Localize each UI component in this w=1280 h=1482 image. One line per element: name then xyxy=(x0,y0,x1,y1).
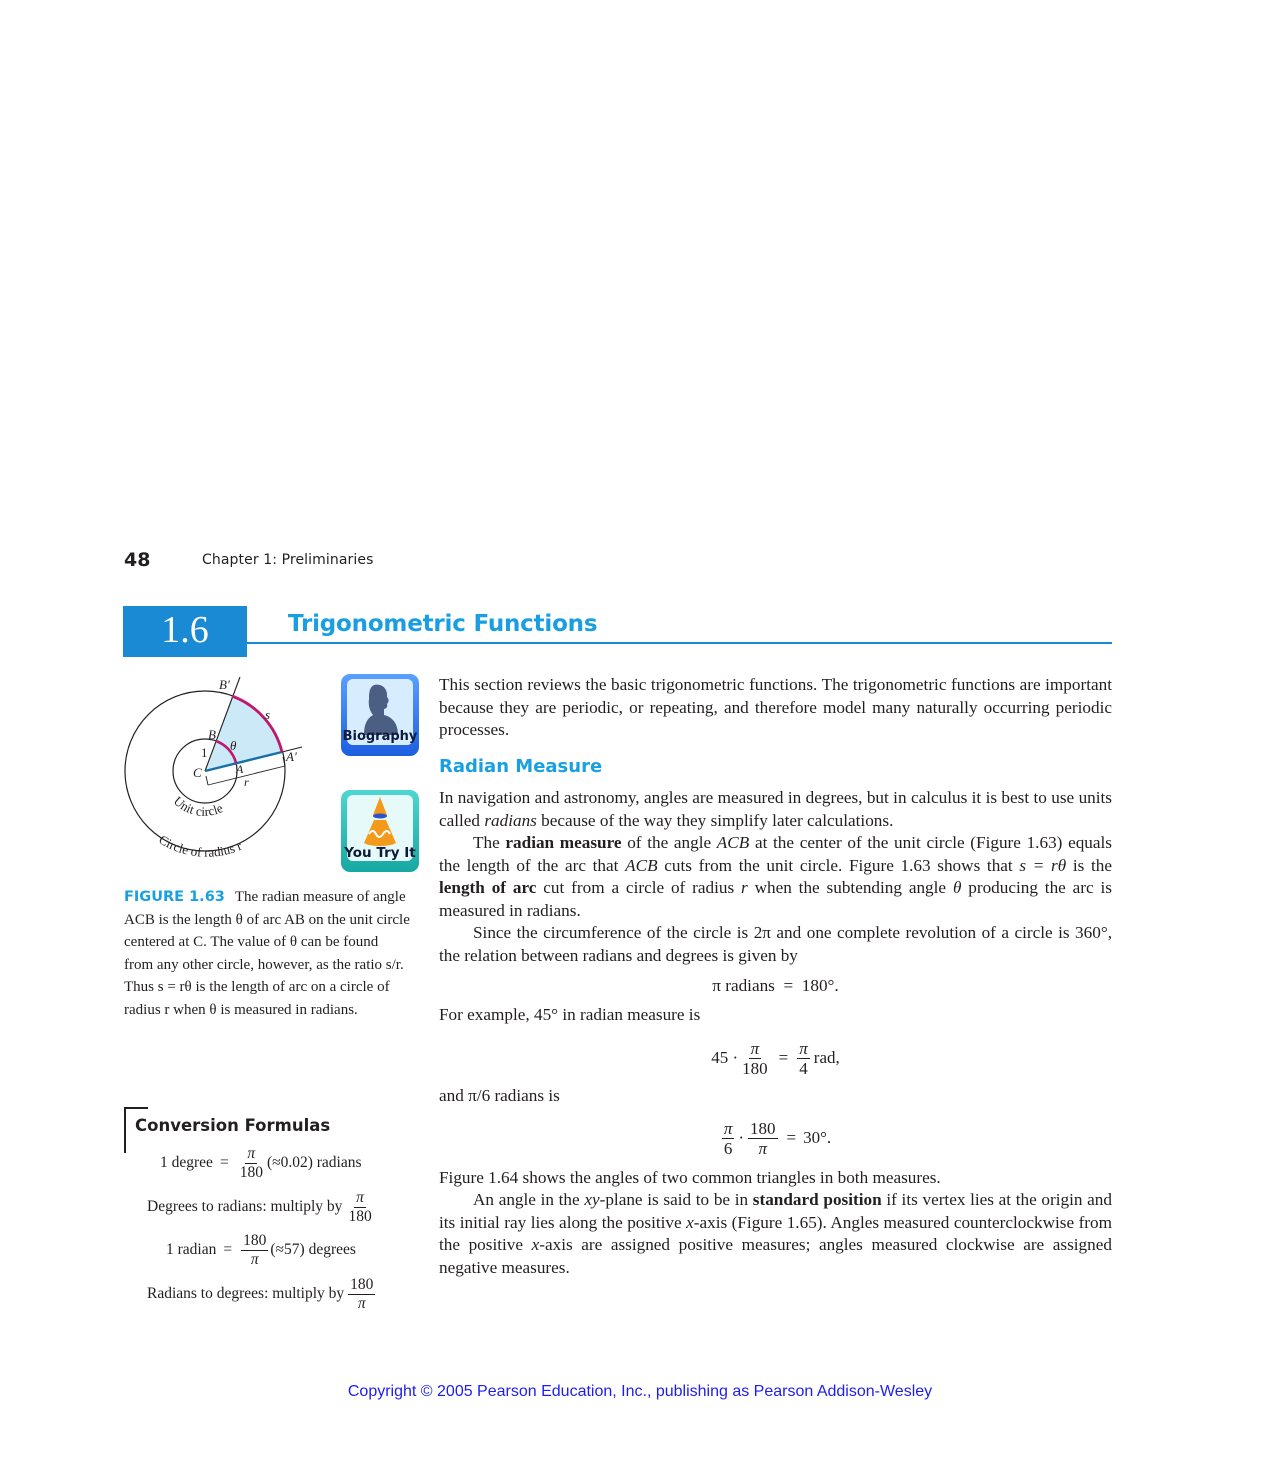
formula-text: Degrees to radians: multiply by xyxy=(147,1198,343,1215)
main-column xyxy=(439,674,1112,1279)
svg-text:C: C xyxy=(193,765,202,780)
conversion-bracket-top xyxy=(124,1107,148,1109)
svg-text:r: r xyxy=(244,775,249,789)
formula-lhs: 1 degree xyxy=(160,1154,213,1171)
conversion-bracket-left xyxy=(124,1107,126,1153)
fraction xyxy=(348,1277,375,1311)
copyright-notice: Copyright © 2005 Pearson Education, Inc., publishing as Pearson Addison-Wesley xyxy=(347,1383,933,1400)
paragraph-example-45: For example, 45° in radian measure is xyxy=(439,1004,701,1024)
you-try-it-label: You Try It xyxy=(344,845,416,861)
conversion-row-3 xyxy=(166,1233,356,1267)
fraction xyxy=(241,1233,268,1267)
figure-caption xyxy=(124,886,410,1021)
running-head: Chapter 1: Preliminaries xyxy=(202,552,374,568)
section-number: 1.6 xyxy=(161,609,209,651)
section-rule xyxy=(247,642,1112,644)
svg-text:s: s xyxy=(265,707,271,722)
equation-pi-radians: π radians = 180°. xyxy=(712,976,839,995)
fraction-denominator: 180 xyxy=(239,1163,263,1181)
paragraph-radians: In navigation and astronomy, angles are measured in degrees, but in calculus it is best to use units called radians because of the way they simplify later calculations. xyxy=(439,788,1112,830)
svg-text:θ: θ xyxy=(230,738,237,753)
conversion-row-2 xyxy=(147,1190,376,1224)
fraction xyxy=(238,1146,265,1180)
biography-label: Biography xyxy=(342,729,418,744)
intro-paragraph: This section reviews the basic trigonometric functions. The trigonometric functions are important because they are periodic, or repeating, and therefore model many naturally occurring periodic processes. xyxy=(439,675,1112,739)
conversion-title: Conversion Formulas xyxy=(135,1116,331,1135)
fraction-numerator: π xyxy=(247,1145,256,1162)
fraction-denominator: 180 xyxy=(348,1207,372,1225)
svg-text:1: 1 xyxy=(201,745,208,760)
fraction-numerator: 180 xyxy=(350,1276,374,1293)
paragraph-standard-position: An angle in the xy-plane is said to be in standard position if its vertex lies at the origin and its initial ray lies along the positive x-axis (Figure 1.65). Angles measured counterclockwise from the positive x-axis are assigned positive measures; angles measured clockwise are assigned negative measures. xyxy=(439,1190,1112,1277)
equation-45-degrees: 45 · $\frac{\pi}{180}$ = $\frac{\pi}{4}$ rad, xyxy=(711,1039,840,1078)
fraction-denominator: π xyxy=(250,1250,259,1268)
formula-lhs: 1 radian xyxy=(166,1241,217,1258)
fraction xyxy=(346,1190,373,1224)
svg-text:A: A xyxy=(236,762,244,776)
svg-text:B: B xyxy=(208,727,216,742)
subheading-radian-measure: Radian Measure xyxy=(439,755,603,777)
equation-30-degrees: $\frac{\pi}{6}$ · $\frac{180}{\pi}$ = 30°. xyxy=(723,1118,832,1158)
equals-sign: = xyxy=(219,1154,229,1171)
svg-text:B′: B′ xyxy=(219,677,230,692)
formula-rhs: (≈57) degrees xyxy=(270,1241,356,1258)
conversion-row-1 xyxy=(160,1146,362,1180)
formula-text: Radians to degrees: multiply by xyxy=(147,1285,345,1302)
person-silhouette-icon xyxy=(340,673,420,757)
paragraph-circumference: Since the circumference of the circle is 2π and one complete revolution of a circle is 360°, the relation between radians and degrees is given by xyxy=(439,923,1112,965)
svg-text:Circle of radius r: Circle of radius r xyxy=(156,831,244,860)
equals-sign: = xyxy=(223,1241,233,1258)
section-title: Trigonometric Functions xyxy=(288,611,598,637)
svg-text:Unit circle: Unit circle xyxy=(170,793,225,819)
paragraph-radian-measure: The radian measure of the angle ACB at the center of the unit circle (Figure 1.63) equals the length of the arc that ACB cuts from the unit circle. Figure 1.63 shows that s = rθ is the length of arc cut from a circle of radius r when the subtending angle θ producing the arc is measured in radians. xyxy=(439,833,1112,920)
figure-label: FIGURE 1.63 xyxy=(124,889,225,905)
fraction-denominator: π xyxy=(357,1294,366,1312)
figure-1-63-diagram xyxy=(120,672,320,872)
conversion-row-4 xyxy=(147,1277,377,1311)
fraction-numerator: 180 xyxy=(243,1232,267,1249)
fraction-numerator: π xyxy=(356,1189,364,1206)
svg-text:A′: A′ xyxy=(286,749,297,764)
you-try-it-button[interactable] xyxy=(340,789,420,873)
figure-caption-text: The radian measure of angle ACB is the length θ of arc AB on the unit circle centered at C. The value of θ can be found from any other circle, however, as the ratio s/r. Thus s = rθ is the length of arc on a circle of radius r when θ is measured in radians. xyxy=(124,889,410,1018)
page-number: 48 xyxy=(124,549,151,571)
formula-rhs: (≈0.02) radians xyxy=(266,1154,362,1171)
paragraph-figure-1-64: Figure 1.64 shows the angles of two common triangles in both measures. xyxy=(439,1167,941,1187)
paragraph-pi-over-6: and π/6 radians is xyxy=(439,1086,560,1105)
biography-button[interactable] xyxy=(340,673,420,757)
